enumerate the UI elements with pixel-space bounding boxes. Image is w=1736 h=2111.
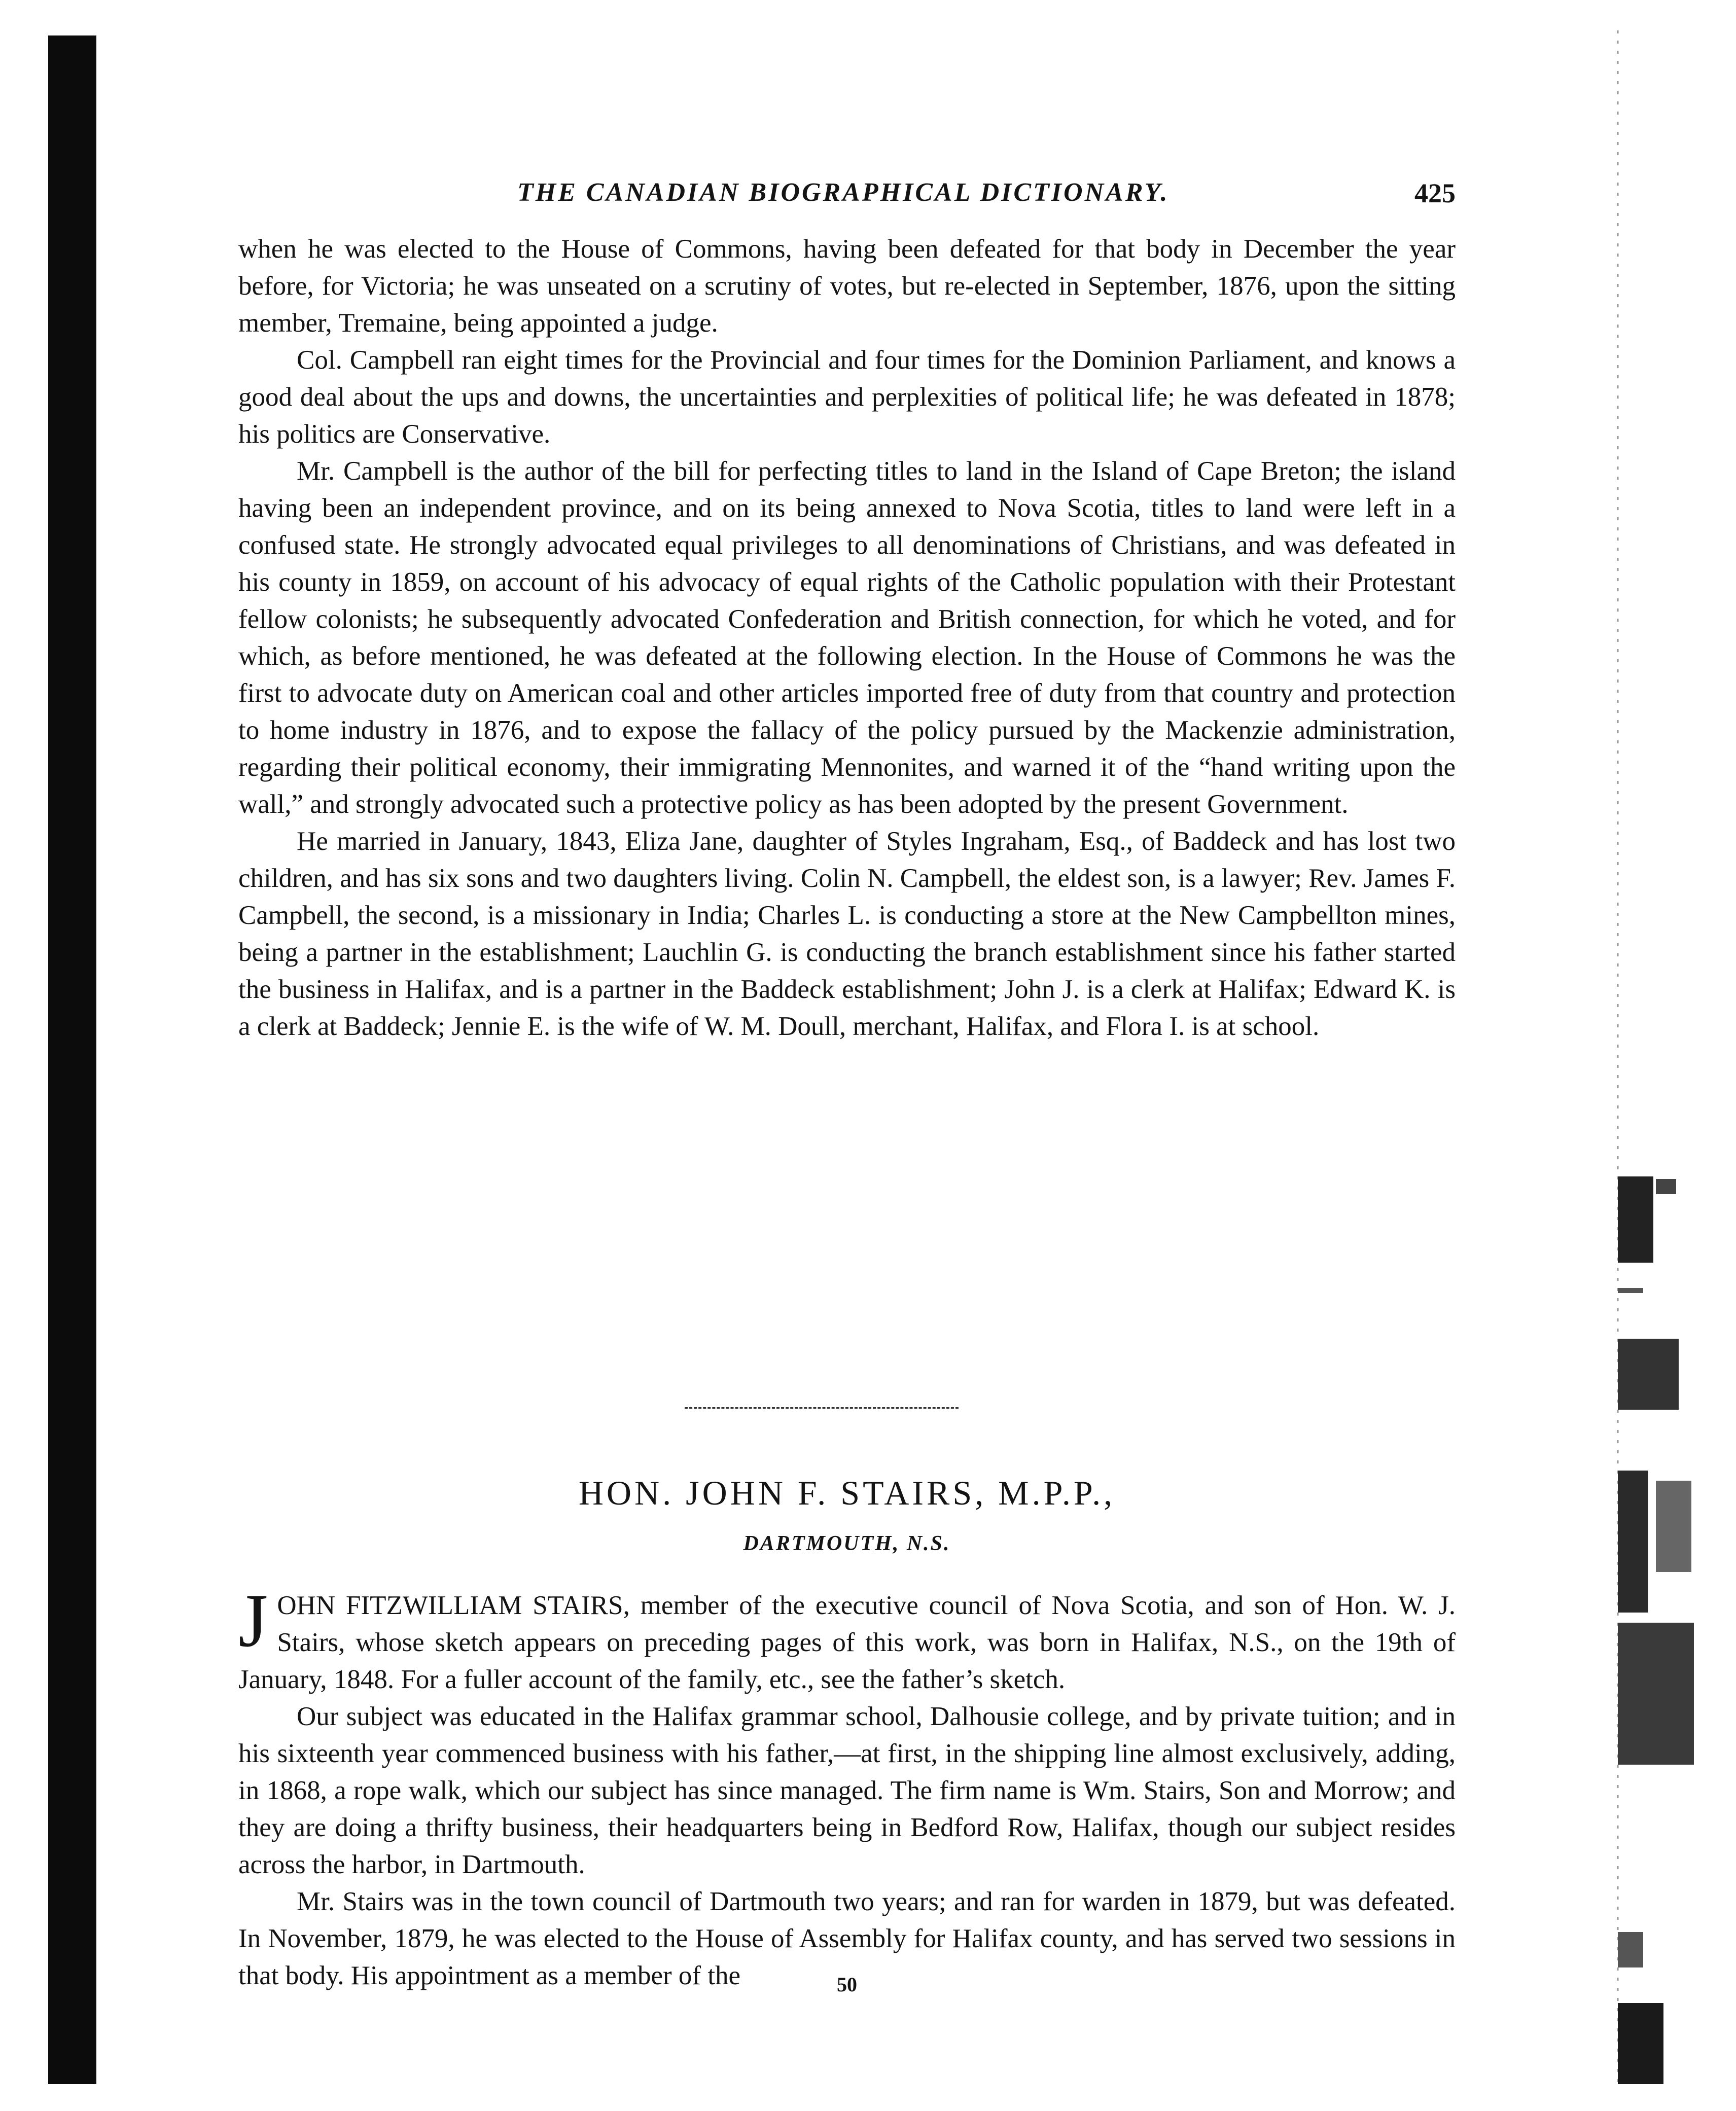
binding-edge [48, 35, 96, 2084]
paragraph: when he was elected to the House of Commons, having been defeated for that body in December the year before, for Victoria; he was unseated on a scrutiny of votes, but re-elected in September, 1876, upon the sitting member, Tremaine, being appointed a judge. [238, 234, 1456, 338]
drop-cap: J [238, 1579, 268, 1663]
page-number: 425 [1414, 178, 1456, 208]
body-text-continuation [238, 231, 1456, 1045]
paragraph: He married in January, 1843, Eliza Jane, daughter of Styles Ingraham, Esq., of Baddeck and has lost two children, and has six sons and two daughters living. Colin N. Campbell, the eldest son, is a lawyer; Rev. James F. Campbell, the second, is a missionary in India; Charles L. is conducting a store at the New Campbellton mines, being a partner in the establishment; Lauchlin G. is conducting the branch establishment since his father started the business in Halifax, and is a partner in the Baddeck establishment; John J. is a clerk at Halifax; Edward K. is a clerk at Baddeck; Jennie E. is the wife of W. M. Doull, merchant, Halifax, and Flora I. is at school. [238, 827, 1456, 1041]
paragraph: Mr. Stairs was in the town council of Dartmouth two years; and ran for warden in 1879, but was defeated. In November, 1879, he was elected to the House of Assembly for Halifax county, and has served two sessions in that body. His appointment as a member of the [238, 1887, 1456, 1990]
section-heading: HON. JOHN F. STAIRS, M.P.P., [578, 1474, 1116, 1512]
section-separator [685, 1407, 959, 1409]
section-subheading: DARTMOUTH, N.S. [743, 1532, 951, 1555]
paragraph: Mr. Campbell is the author of the bill for perfecting titles to land in the Island of Cape Breton; the island having been an independent province, and on its being annexed to Nova Scotia, titles to land were left in a confused state. He strongly advocated equal privileges to all denominations of Christians, and was defeated in his county in 1859, on account of his advocacy of equal rights of the Catholic population with their Protestant fellow colonists; he subsequently advocated Confederation and British connection, for which he voted, and for which, as before mentioned, he was defeated at the following election. In the House of Commons he was the first to advocate duty on American coal and other articles imported free of duty from that country and protection to home industry in 1876, and to expose the fallacy of the policy pursued by the Mackenzie administration, regarding their political economy, their immigrating Mennonites, and warned it of the “hand writing upon the wall,” and strongly advocated such a protective policy as has been adopted by the present Government. [238, 456, 1456, 819]
running-title: THE CANADIAN BIOGRAPHICAL DICTIONARY. [517, 178, 1170, 207]
paragraph-with-drop-cap [238, 1579, 1456, 1698]
paragraph: Our subject was educated in the Halifax grammar school, Dalhousie college, and by private tuition; and in his sixteenth year commenced business with his father,—at first, in the shipping line almost exclusively, adding, in 1868, a rope walk, which our subject has since managed. The firm name is Wm. Stairs, Son and Morrow; and they are doing a thrifty business, their headquarters being in Bedford Row, Halifax, though our subject resides across the harbor, in Dartmouth. [238, 1702, 1456, 1879]
paragraph: Col. Campbell ran eight times for the Provincial and four times for the Dominion Parliament, and knows a good deal about the ups and downs, the uncertainties and perplexities of political life; he was defeated in 1878; his politics are Conservative. [238, 345, 1456, 449]
margin-scan-artifacts [1608, 30, 1719, 2089]
page-content [238, 167, 1456, 2044]
signature-mark: 50 [837, 1973, 857, 1996]
paragraph-text: OHN FITZWILLIAM STAIRS, member of the executive council of Nova Scotia, and son of Hon. W. J. Stairs, whose sketch appears on preceding pages of this work, was born in Halifax, N.S., on the 19th of January, 1848. For a fuller account of the family, etc., see the father’s sketch. [238, 1591, 1456, 1694]
running-head [238, 177, 1456, 218]
section-body [238, 1579, 1456, 1994]
